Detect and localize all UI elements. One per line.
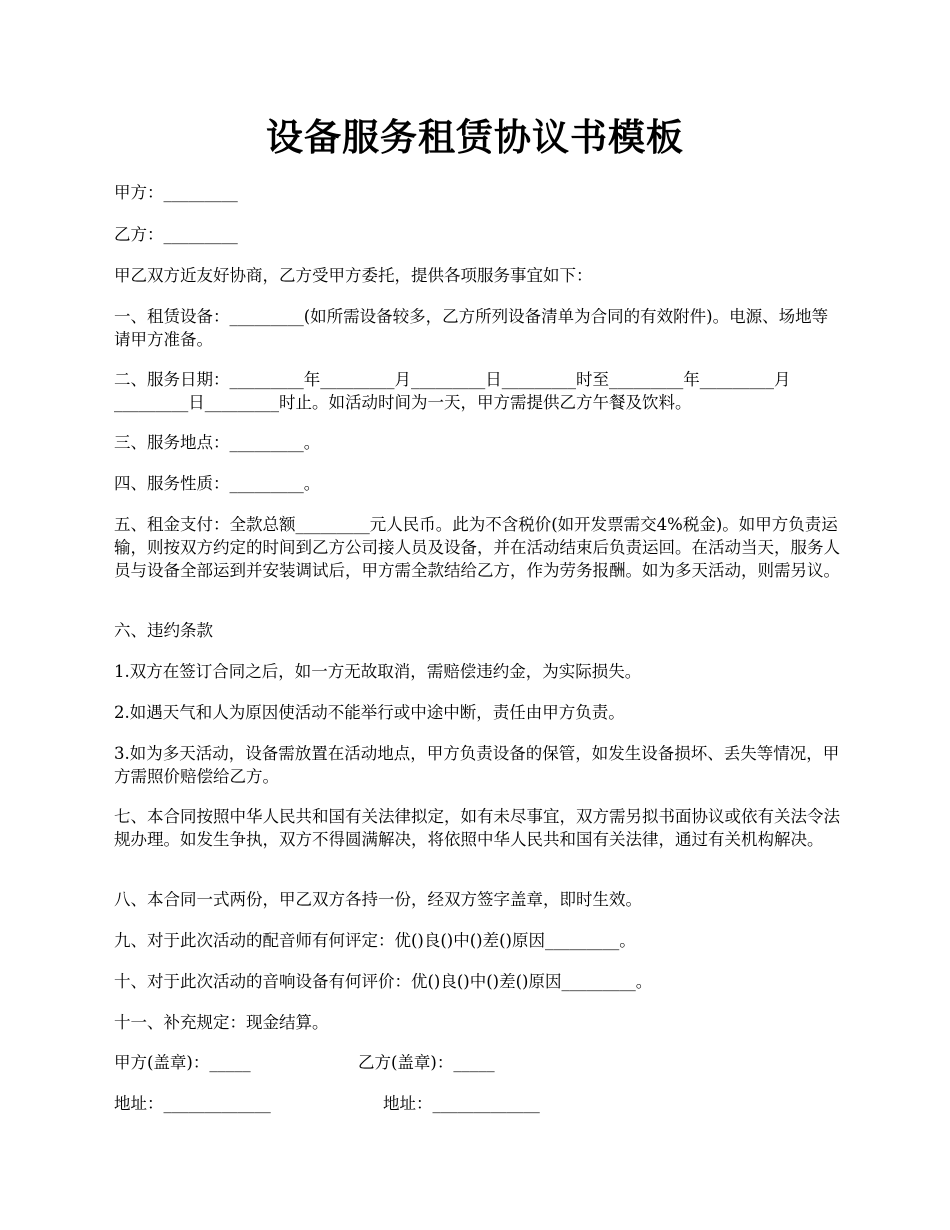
party-a-seal: 甲方(盖章)：_____	[114, 1053, 251, 1072]
clause-1-equipment: 一、租赁设备：_________(如所需设备较多，乙方所列设备清单为合同的有效附件)。电源、场地等请甲方准备。	[114, 307, 829, 349]
breach-item-1: 1.双方在签订合同之后，如一方无故取消，需赔偿违约金，为实际损失。	[114, 662, 642, 681]
clause-9-voice-rating: 九、对于此次活动的配音师有何评定：优()良()中()差()原因_________。	[114, 931, 636, 950]
intro-paragraph: 甲乙双方近友好协商，乙方受甲方委托，提供各项服务事宜如下：	[114, 266, 593, 285]
clause-5-payment: 五、租金支付：全款总额_________元人民币。此为不含税价(如开发票需交4%税金)。如甲方负责运输，则按双方约定的时间到乙方公司接人员及设备，并在活动结束后负责运回。在活动当天，服务人员与设备全部运到并安装调试后，甲方需全款结给乙方，作为劳务报酬。如为多天活动，则需另议。	[114, 515, 840, 580]
breach-item-3: 3.如为多天活动，设备需放置在活动地点，甲方负责设备的保管，如发生设备损坏、丢失等情况，甲方需照价赔偿给乙方。	[114, 744, 840, 786]
clause-11-supplement: 十一、补充规定：现金结算。	[114, 1013, 329, 1032]
clause-10-audio-rating: 十、对于此次活动的音响设备有何评价：优()良()中()差()原因_________。	[114, 972, 653, 991]
party-b-line: 乙方：_________	[114, 225, 238, 244]
clause-6-heading: 六、违约条款	[114, 621, 213, 640]
party-a-address: 地址：_____________	[114, 1094, 271, 1113]
party-b-seal: 乙方(盖章)：_____	[358, 1053, 495, 1072]
document-title: 设备服务租赁协议书模板	[266, 115, 684, 159]
clause-8-copies: 八、本合同一式两份，甲乙双方各持一份，经双方签字盖章，即时生效。	[114, 890, 642, 909]
breach-item-2: 2.如遇天气和人为原因使活动不能举行或中途中断，责任由甲方负责。	[114, 703, 625, 722]
clause-3-service-location: 三、服务地点：_________。	[114, 433, 321, 452]
party-b-address: 地址：_____________	[383, 1094, 540, 1113]
clause-2-service-date: 二、服务日期：_________年_________月_________日_________时至_________年_________月_________日_________时止。如活动时间为一天，甲方需提供乙方午餐及饮料。	[114, 370, 791, 412]
clause-7-legal: 七、本合同按照中华人民共和国有关法律拟定，如有未尽事宜，双方需另拟书面协议或依有关法令法规办理。如发生争执，双方不得圆满解决，将依照中华人民共和国有关法律，通过有关机构解决。	[114, 807, 840, 849]
clause-4-service-nature: 四、服务性质：_________。	[114, 474, 321, 493]
party-a-line: 甲方：_________	[114, 183, 238, 202]
